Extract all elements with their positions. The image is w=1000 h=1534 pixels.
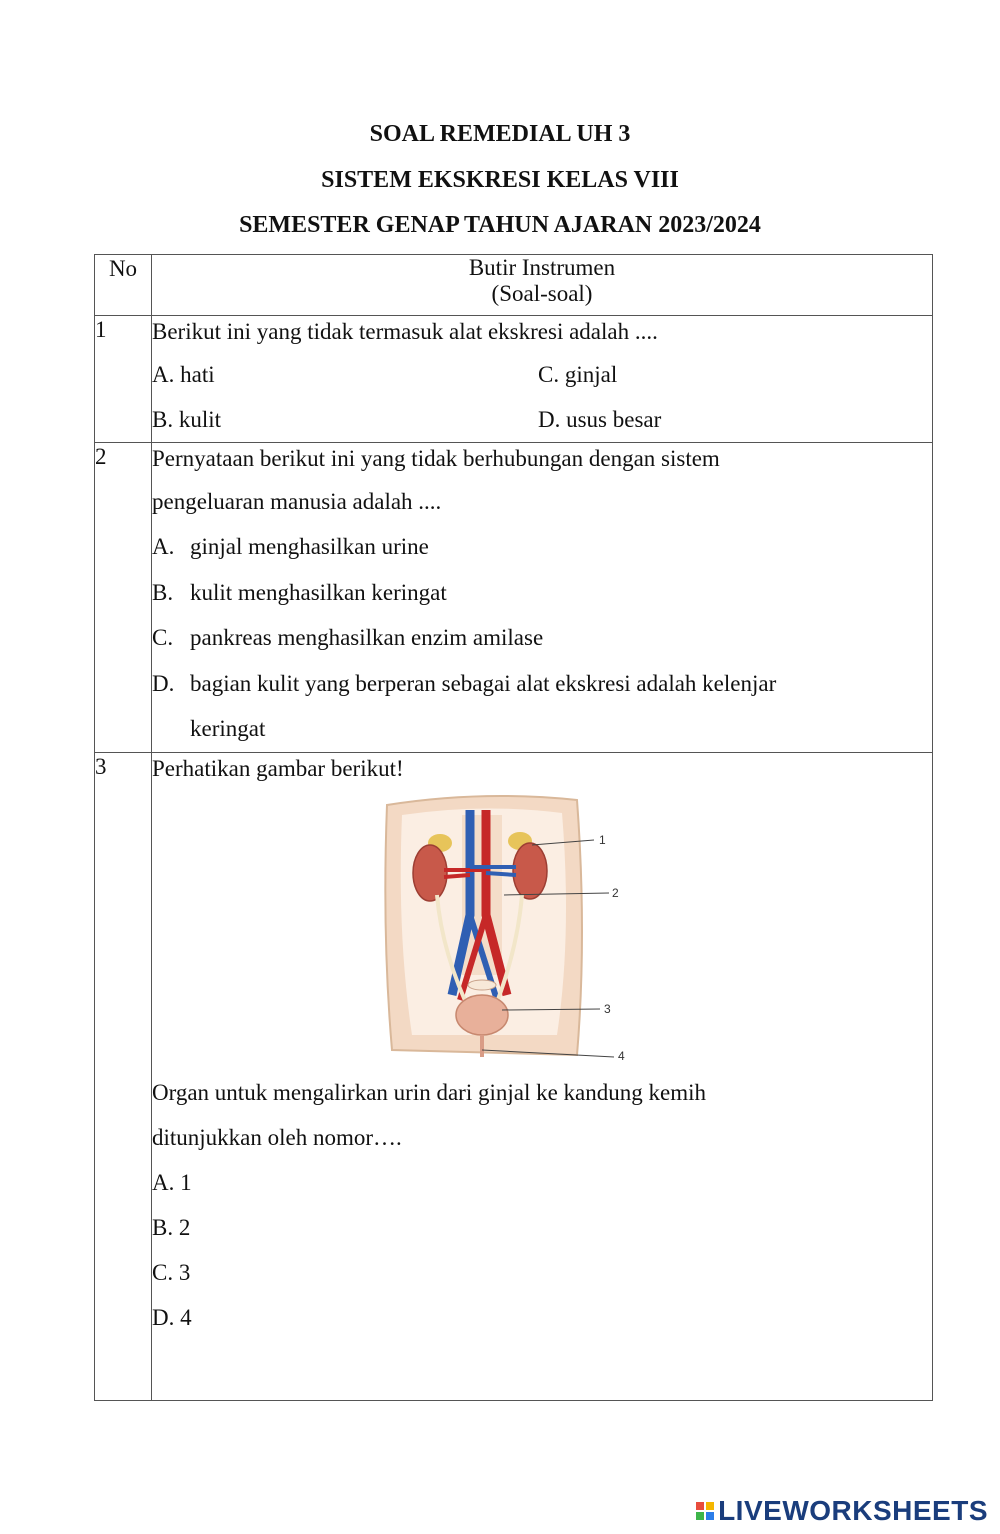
header-butir-line2: (Soal-soal) — [491, 281, 593, 306]
question-content — [152, 443, 933, 753]
option-text — [190, 661, 932, 752]
options-grid — [152, 352, 932, 442]
logo-square — [706, 1512, 714, 1520]
option-b[interactable] — [152, 570, 932, 616]
question-row-3 — [95, 752, 933, 1400]
option-label: D. — [152, 670, 175, 696]
question-number: 3 — [95, 752, 152, 1400]
option-text: pankreas menghasilkan enzim amilase — [190, 625, 544, 650]
option-d[interactable] — [152, 661, 932, 752]
question-text-line2: ditunjukkan oleh nomor…. — [152, 1124, 402, 1150]
option-label: B. — [152, 579, 174, 605]
question-text: Berikut ini yang tidak termasuk alat ekskresi adalah .... — [152, 319, 658, 344]
watermark-text: LIVEWORKSHEETS — [718, 1495, 988, 1526]
figure-label-3: 3 — [604, 1001, 611, 1016]
option-d[interactable]: D. 4 — [152, 1304, 192, 1330]
question-number: 2 — [95, 443, 152, 753]
question-content — [152, 316, 933, 443]
option-text-line1: bagian kulit yang berperan sebagai alat ekskresi adalah kelenjar — [190, 670, 777, 696]
liveworksheets-logo-icon — [696, 1502, 714, 1520]
option-a[interactable]: A. 1 — [152, 1169, 192, 1195]
option-text: ginjal menghasilkan urine — [190, 534, 429, 559]
question-number: 1 — [95, 316, 152, 443]
figure-label-2: 2 — [612, 885, 619, 900]
option-text: kulit menghasilkan keringat — [190, 579, 447, 605]
question-text-line2: pengeluaran manusia adalah .... — [152, 489, 442, 514]
option-b[interactable]: B. kulit — [152, 407, 222, 432]
option-c[interactable]: C. ginjal — [538, 362, 618, 387]
title-line-2: SISTEM EKSKRESI KELAS VIII — [321, 167, 679, 193]
question-text-line1: Pernyataan berikut ini yang tidak berhubungan dengan sistem — [152, 446, 720, 471]
question-row-1 — [95, 316, 933, 443]
logo-square — [706, 1502, 714, 1510]
figure-label-1: 1 — [599, 832, 606, 847]
option-a[interactable]: A. hati — [152, 362, 215, 387]
urinary-system-figure — [382, 795, 642, 1070]
question-row-2 — [95, 443, 933, 753]
option-b[interactable]: B. 2 — [152, 1214, 191, 1240]
table-header-row — [95, 255, 933, 316]
option-a[interactable] — [152, 524, 932, 570]
figure-label-4: 4 — [618, 1048, 625, 1063]
option-label: A. — [152, 534, 175, 559]
title-line-3: SEMESTER GENAP TAHUN AJARAN 2023/2024 — [239, 212, 761, 238]
question-intro: Perhatikan gambar berikut! — [152, 755, 404, 781]
question-content — [152, 752, 933, 1400]
header-butir — [152, 255, 933, 316]
header-no: No — [95, 255, 152, 316]
option-label: C. — [152, 625, 174, 650]
liveworksheets-watermark — [696, 1496, 988, 1526]
logo-square — [696, 1502, 704, 1510]
title-line-1: SOAL REMEDIAL UH 3 — [369, 121, 631, 147]
header-butir-line1: Butir Instrumen — [468, 255, 616, 280]
option-c[interactable]: C. 3 — [152, 1259, 191, 1285]
option-text-line2: keringat — [190, 716, 266, 741]
question-table — [94, 254, 933, 1401]
logo-square — [696, 1512, 704, 1520]
option-d[interactable]: D. usus besar — [538, 407, 662, 432]
option-c[interactable] — [152, 615, 932, 661]
question-text-line1: Organ untuk mengalirkan urin dari ginjal ke kandung kemih — [152, 1079, 706, 1105]
